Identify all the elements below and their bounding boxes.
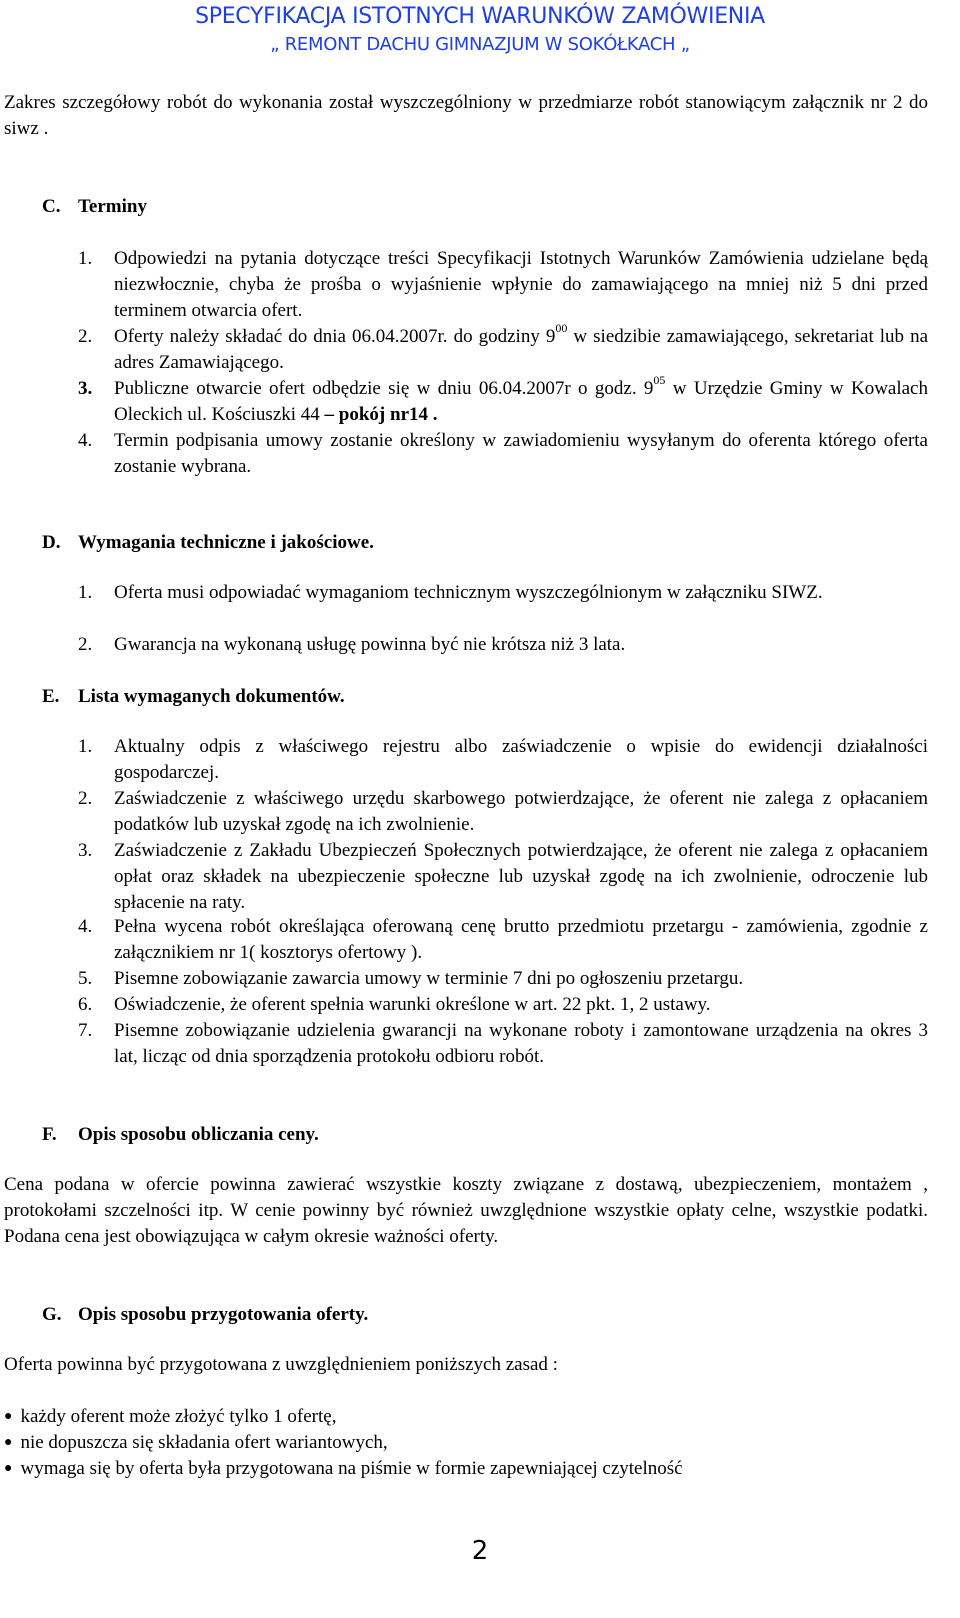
bullet-item: ● każdy oferent może złożyć tylko 1 ofertę,	[4, 1406, 337, 1427]
page-number: 2	[471, 1536, 489, 1566]
list-item: 5. Pisemne zobowiązanie zawarcia umowy w terminie 7 dni po ogłoszeniu przetargu.	[78, 968, 744, 989]
list-item: 4. Termin podpisania umowy zostanie określony w zawiadomieniu wysyłanym do oferenta którego oferta zostanie wybrana.	[78, 430, 928, 477]
list-item: 6. Oświadczenie, że oferent spełnia warunki określone w art. 22 pkt. 1, 2 ustawy.	[78, 994, 711, 1015]
document-title: SPECYFIKACJA ISTOTNYCH WARUNKÓW ZAMÓWIENIA	[195, 4, 765, 29]
section-d-heading: D. Wymagania techniczne i jakościowe.	[42, 532, 374, 553]
list-item: 3. Publiczne otwarcie ofert odbędzie się w dniu 06.04.2007r o godz. $9^{05}$ w Urzędzie Gminy w Kowalach Oleckich ul. Kościuszki 44 – pokój nr14 .	[78, 373, 928, 425]
list-item: 1. Oferta musi odpowiadać wymaganiom technicznym wyszczególnionym w załączniku SIWZ.	[78, 582, 823, 603]
section-c-heading: C. Terminy	[42, 196, 147, 217]
bullet-icon: ●	[4, 1409, 13, 1424]
bullet-icon: ●	[4, 1435, 13, 1450]
list-item: 1. Odpowiedzi na pytania dotyczące treści Specyfikacji Istotnych Warunków Zamówienia udzielane będą niezwłocznie, chyba że prośba o wyjaśnienie wpłynie do zamawiającego na mniej niż 5 dni przed terminem otwarcia ofert.	[78, 248, 928, 321]
bullet-item: ● nie dopuszcza się składania ofert wariantowych,	[4, 1432, 388, 1453]
list-item: 2. Gwarancja na wykonaną usługę powinna być nie krótsza niż 3 lata.	[78, 634, 626, 655]
section-f-paragraph: Cena podana w ofercie powinna zawierać wszystkie koszty związane z dostawą, ubezpieczeniem, montażem , protokołami szczelności itp. W cenie powinny być również uwzględnione wszystkie opłaty celne, wszystkie podatki. Podana cena jest obowiązująca w całym okresie ważności oferty.	[4, 1174, 928, 1247]
section-g-intro: Oferta powinna być przygotowana z uwzględnieniem poniższych zasad :	[4, 1354, 558, 1375]
intro-paragraph: Zakres szczegółowy robót do wykonania został wyszczególniony w przedmiarze robót stanowiącym załącznik nr 2 do siwz .	[4, 92, 928, 139]
bullet-item: ● wymaga się by oferta była przygotowana na piśmie w formie zapewniającej czytelność	[4, 1458, 683, 1479]
section-g-heading: G. Opis sposobu przygotowania oferty.	[42, 1304, 369, 1325]
list-item: 1. Aktualny odpis z właściwego rejestru albo zaświadczenie o wpisie do ewidencji działalności gospodarczej.	[78, 736, 928, 783]
list-item: 3. Zaświadczenie z Zakładu Ubezpieczeń Społecznych potwierdzające, że oferent nie zalega z opłacaniem opłat oraz składek na ubezpieczenie społeczne lub uzyskał zgodę na ich zwolnienie, odroczenie lub spłacenie na raty.	[78, 840, 928, 913]
section-e-heading: E. Lista wymaganych dokumentów.	[42, 686, 345, 707]
list-item: 2. Oferty należy składać do dnia 06.04.2007r. do godziny $9^{00}$ w siedzibie zamawiającego, sekretariat lub na adres Zamawiającego.	[78, 321, 929, 373]
list-item: 2. Zaświadczenie z właściwego urzędu skarbowego potwierdzające, że oferent nie zalega z opłacaniem podatków lub uzyskał zgodę na ich zwolnienie.	[78, 788, 928, 835]
section-f-heading: F. Opis sposobu obliczania ceny.	[42, 1124, 319, 1145]
list-item: 4. Pełna wycena robót określająca oferowaną cenę brutto przedmiotu przetargu - zamówienia, zgodnie z załącznikiem nr 1( kosztorys ofertowy ).	[78, 916, 928, 963]
document-subtitle: „ REMONT DACHU GIMNAZJUM W SOKÓŁKACH „	[270, 34, 690, 55]
bullet-icon: ●	[4, 1461, 13, 1476]
list-item: 7. Pisemne zobowiązanie udzielenia gwarancji na wykonane roboty i zamontowane urządzenia na okres 3 lat, licząc od dnia sporządzenia protokołu odbioru robót.	[78, 1020, 928, 1067]
